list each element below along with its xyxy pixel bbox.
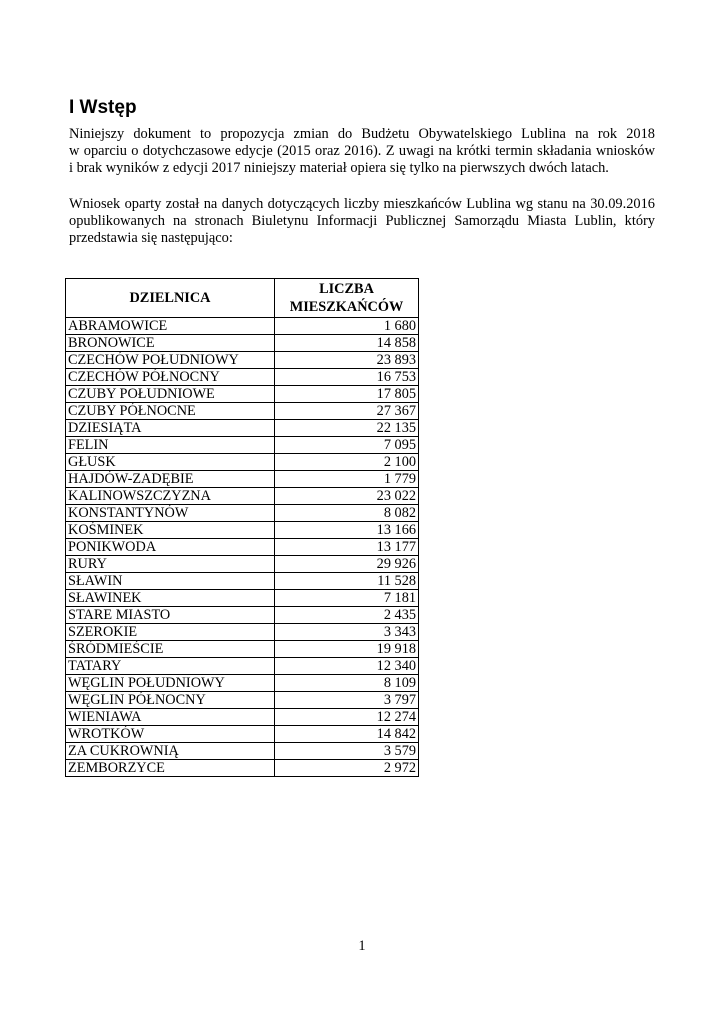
district-name-cell: KALINOWSZCZYZNA: [66, 488, 275, 505]
district-name-cell: STARE MIASTO: [66, 607, 275, 624]
population-count-cell: 7 095: [275, 437, 419, 454]
table-row: [66, 760, 419, 777]
data-source-line: opublikowanych na stronach Biuletynu Informacji Publicznej Samorządu Miasta Lublin, który: [69, 213, 655, 229]
table-row: [66, 675, 419, 692]
district-name-cell: CZUBY POŁUDNIOWE: [66, 386, 275, 403]
intro-line: w oparciu o dotychczasowe edycje (2015 oraz 2016). Z uwagi na krótki termin składania wniosków: [69, 143, 655, 159]
population-table: [65, 278, 419, 777]
table-header-row: [66, 279, 419, 318]
intro-line: i brak wyników z edycji 2017 niniejszy materiał opiera się tylko na pierwszych dwóch latach.: [69, 160, 609, 176]
district-name-cell: SŁAWIN: [66, 573, 275, 590]
district-name-cell: BRONOWICE: [66, 335, 275, 352]
table-row: [66, 420, 419, 437]
population-count-cell: 2 972: [275, 760, 419, 777]
district-name-cell: ZEMBORZYCE: [66, 760, 275, 777]
data-source-line: przedstawia się następująco:: [69, 230, 233, 246]
district-name-cell: KOŚMINEK: [66, 522, 275, 539]
table-row: [66, 658, 419, 675]
population-count-cell: 19 918: [275, 641, 419, 658]
district-name-cell: PONIKWODA: [66, 539, 275, 556]
district-name-cell: SZEROKIE: [66, 624, 275, 641]
district-name-cell: CZECHÓW POŁUDNIOWY: [66, 352, 275, 369]
population-count-cell: 3 579: [275, 743, 419, 760]
district-name-cell: HAJDÓW-ZADĘBIE: [66, 471, 275, 488]
population-header-line: LICZBA: [319, 281, 374, 297]
population-count-cell: 8 082: [275, 505, 419, 522]
district-name-cell: WROTKÓW: [66, 726, 275, 743]
table-body: [66, 318, 419, 777]
population-count-cell: 1 779: [275, 471, 419, 488]
district-name-cell: TATARY: [66, 658, 275, 675]
population-count-cell: 29 926: [275, 556, 419, 573]
population-count-cell: 1 680: [275, 318, 419, 335]
population-count-cell: 13 177: [275, 539, 419, 556]
district-name-cell: GŁUSK: [66, 454, 275, 471]
district-name-cell: CZECHÓW PÓŁNOCNY: [66, 369, 275, 386]
intro-line: Niniejszy dokument to propozycja zmian do Budżetu Obywatelskiego Lublina na rok 2018: [69, 126, 655, 142]
district-name-cell: WIENIAWA: [66, 709, 275, 726]
table-row: [66, 607, 419, 624]
population-count-cell: 22 135: [275, 420, 419, 437]
population-count-cell: 3 343: [275, 624, 419, 641]
district-name-cell: ABRAMOWICE: [66, 318, 275, 335]
district-name-cell: ZA CUKROWNIĄ: [66, 743, 275, 760]
population-column-header: [275, 279, 419, 318]
section-heading: I Wstęp: [69, 97, 137, 118]
table-row: [66, 369, 419, 386]
population-count-cell: 8 109: [275, 675, 419, 692]
table-row: [66, 437, 419, 454]
population-count-cell: 3 797: [275, 692, 419, 709]
table-row: [66, 743, 419, 760]
population-count-cell: 23 022: [275, 488, 419, 505]
data-source-line: Wniosek oparty został na danych dotyczących liczby mieszkańców Lublina wg stanu na 30.09.2016: [69, 196, 655, 212]
population-count-cell: 17 805: [275, 386, 419, 403]
population-count-cell: 11 528: [275, 573, 419, 590]
page-number: 1: [358, 938, 366, 954]
table-row: [66, 624, 419, 641]
population-count-cell: 7 181: [275, 590, 419, 607]
population-count-cell: 2 435: [275, 607, 419, 624]
table-row: [66, 522, 419, 539]
district-name-cell: WĘGLIN PÓŁNOCNY: [66, 692, 275, 709]
district-name-cell: SŁAWINEK: [66, 590, 275, 607]
population-count-cell: 13 166: [275, 522, 419, 539]
table-row: [66, 335, 419, 352]
district-column-header: DZIELNICA: [66, 279, 275, 318]
district-name-cell: WĘGLIN POŁUDNIOWY: [66, 675, 275, 692]
table-row: [66, 454, 419, 471]
table-row: [66, 641, 419, 658]
population-count-cell: 27 367: [275, 403, 419, 420]
district-name-cell: DZIESIĄTA: [66, 420, 275, 437]
table-row: [66, 709, 419, 726]
table-row: [66, 573, 419, 590]
table-row: [66, 352, 419, 369]
table-row: [66, 726, 419, 743]
table-row: [66, 403, 419, 420]
district-name-cell: KONSTANTYNÓW: [66, 505, 275, 522]
table-row: [66, 692, 419, 709]
table-row: [66, 590, 419, 607]
table-row: [66, 539, 419, 556]
table-row: [66, 386, 419, 403]
district-name-cell: ŚRÓDMIEŚCIE: [66, 641, 275, 658]
population-count-cell: 23 893: [275, 352, 419, 369]
population-count-cell: 16 753: [275, 369, 419, 386]
intro-paragraph: [69, 126, 655, 177]
table-row: [66, 471, 419, 488]
district-name-cell: RURY: [66, 556, 275, 573]
population-count-cell: 14 842: [275, 726, 419, 743]
district-name-cell: CZUBY PÓŁNOCNE: [66, 403, 275, 420]
table-row: [66, 318, 419, 335]
table-row: [66, 488, 419, 505]
table-row: [66, 505, 419, 522]
data-source-paragraph: [69, 196, 655, 247]
table-row: [66, 556, 419, 573]
population-count-cell: 12 340: [275, 658, 419, 675]
population-count-cell: 14 858: [275, 335, 419, 352]
population-count-cell: 12 274: [275, 709, 419, 726]
population-count-cell: 2 100: [275, 454, 419, 471]
population-header-line: MIESZKAŃCÓW: [289, 299, 404, 315]
district-name-cell: FELIN: [66, 437, 275, 454]
